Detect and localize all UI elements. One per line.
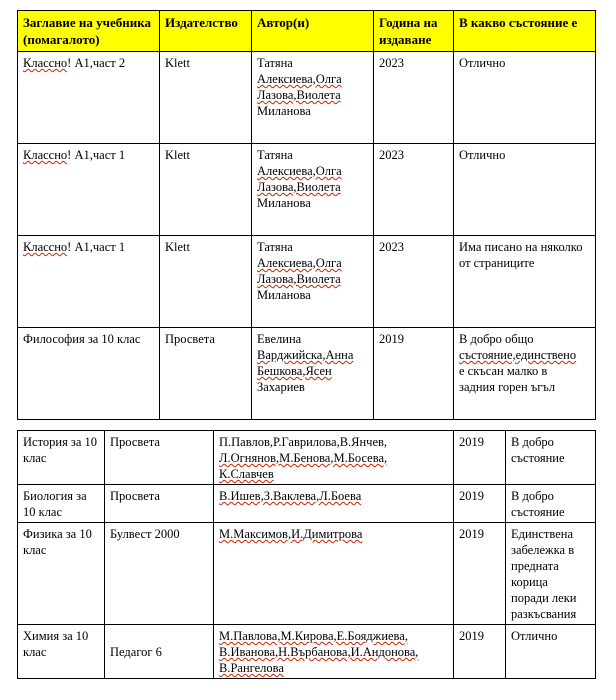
author-line: К.Славчев <box>219 467 274 481</box>
cell-year: 2019 <box>454 431 506 485</box>
cell-authors <box>214 431 454 485</box>
author-line: Алексиева,Олга <box>257 255 342 270</box>
condition-line: поради леки <box>511 591 577 605</box>
author-line: Миланова <box>257 195 311 210</box>
cell-title: Физика за 10 клас <box>18 523 105 625</box>
condition-line: задния горен ъгъл <box>459 379 556 394</box>
cell-condition <box>506 523 596 625</box>
author-line: Лазова,Виолета <box>257 179 341 194</box>
condition-line: състояние,единствено <box>459 347 577 362</box>
author-line: Миланова <box>257 287 311 302</box>
column-header-authors: Автор(и) <box>252 11 374 52</box>
cell-title: Биология за 10 клас <box>18 485 105 523</box>
author-line: Татяна <box>257 239 293 254</box>
cell-condition: Отлично <box>454 143 596 235</box>
cell-publisher: Булвест 2000 <box>105 523 214 625</box>
cell-condition: Отлично <box>454 51 596 143</box>
cell-year: 2019 <box>374 327 454 419</box>
textbooks-table-primary <box>17 10 596 420</box>
condition-line: е скъсан малко в <box>459 363 548 378</box>
cell-authors <box>214 523 454 625</box>
cell-condition: В добро състояние <box>506 431 596 485</box>
cell-authors <box>252 327 374 419</box>
author-line: Миланова <box>257 103 311 118</box>
condition-line: забележка в <box>511 543 575 557</box>
cell-year: 2019 <box>454 485 506 523</box>
cell-year: 2019 <box>454 523 506 625</box>
cell-authors <box>252 235 374 327</box>
cell-year: 2019 <box>454 625 506 679</box>
cell-title: История за 10 клас <box>18 431 105 485</box>
cell-title <box>18 51 160 143</box>
author-line: Бешкова,Ясен <box>257 363 332 378</box>
author-line: М.Павлова,М.Кирова,Е.Бояджиева, <box>219 629 408 643</box>
author-line: Евелина <box>257 331 302 346</box>
table-row <box>18 523 596 625</box>
cell-title-rest: ! А1,част 2 <box>67 55 126 70</box>
cell-condition <box>454 327 596 419</box>
table-row <box>18 235 596 327</box>
author-line: Татяна <box>257 55 293 70</box>
cell-condition: В добро състояние <box>506 485 596 523</box>
table-row <box>18 327 596 419</box>
cell-title-misspelled-word: Классно <box>23 55 68 70</box>
cell-publisher: Педагог 6 <box>105 625 214 679</box>
cell-title: Химия за 10 клас <box>18 625 105 679</box>
cell-publisher: Просвета <box>105 485 214 523</box>
author-line: Лазова,Виолета <box>257 271 341 286</box>
author-line: Татяна <box>257 147 293 162</box>
cell-publisher: Klett <box>160 143 252 235</box>
cell-title-rest: ! А1,част 1 <box>67 147 126 162</box>
cell-title-misspelled-word: Классно <box>23 147 68 162</box>
cell-title <box>18 143 160 235</box>
author-line: Лазова,Виолета <box>257 87 341 102</box>
table-row <box>18 625 596 679</box>
column-header-year: Година на издаване <box>374 11 454 52</box>
author-line: П.Павлов,Р.Гаврилова,В.Янчев, <box>219 435 388 449</box>
condition-line: корица <box>511 575 548 589</box>
condition-line: предната <box>511 559 559 573</box>
table-row <box>18 51 596 143</box>
table-row <box>18 485 596 523</box>
author-line: Варджийска,Анна <box>257 347 354 362</box>
column-header-publisher: Издателство <box>160 11 252 52</box>
column-header-condition: В какво състояние е <box>454 11 596 52</box>
author-line: В.Иванова,Н.Върбанова,И.Андонова, <box>219 645 419 659</box>
column-header-title: Заглавие на учебника (помагалото) <box>18 11 160 52</box>
cell-publisher: Klett <box>160 51 252 143</box>
cell-title <box>18 235 160 327</box>
cell-year: 2023 <box>374 143 454 235</box>
author-line: В.Ишев,З.Ваклева,Л.Боева <box>219 489 362 503</box>
cell-publisher: Klett <box>160 235 252 327</box>
author-line: Алексиева,Олга <box>257 163 342 178</box>
cell-authors <box>252 143 374 235</box>
condition-line: разкъсвания <box>511 607 577 621</box>
cell-condition: Има писано на няколко от страниците <box>454 235 596 327</box>
condition-line: Единствена <box>511 527 573 541</box>
author-line: Алексиева,Олга <box>257 71 342 86</box>
author-line: Л.Огнянов,М.Бенова,М.Босева, <box>219 451 388 465</box>
cell-authors <box>214 625 454 679</box>
author-line: В.Рангелова <box>219 661 284 675</box>
cell-title-rest: ! А1,част 1 <box>67 239 126 254</box>
cell-authors <box>214 485 454 523</box>
table-header-row <box>18 11 596 52</box>
table-row <box>18 143 596 235</box>
table-row <box>18 431 596 485</box>
textbooks-table-secondary <box>17 430 596 679</box>
cell-condition: Отлично <box>506 625 596 679</box>
cell-title: Философия за 10 клас <box>18 327 160 419</box>
cell-title-misspelled-word: Классно <box>23 239 68 254</box>
cell-year: 2023 <box>374 235 454 327</box>
condition-line: В добро общо <box>459 331 534 346</box>
cell-year: 2023 <box>374 51 454 143</box>
cell-authors <box>252 51 374 143</box>
author-line: М.Максимов,И.Димитрова <box>219 527 363 541</box>
cell-publisher: Просвета <box>105 431 214 485</box>
cell-publisher: Просвета <box>160 327 252 419</box>
author-line: Захариев <box>257 379 305 394</box>
